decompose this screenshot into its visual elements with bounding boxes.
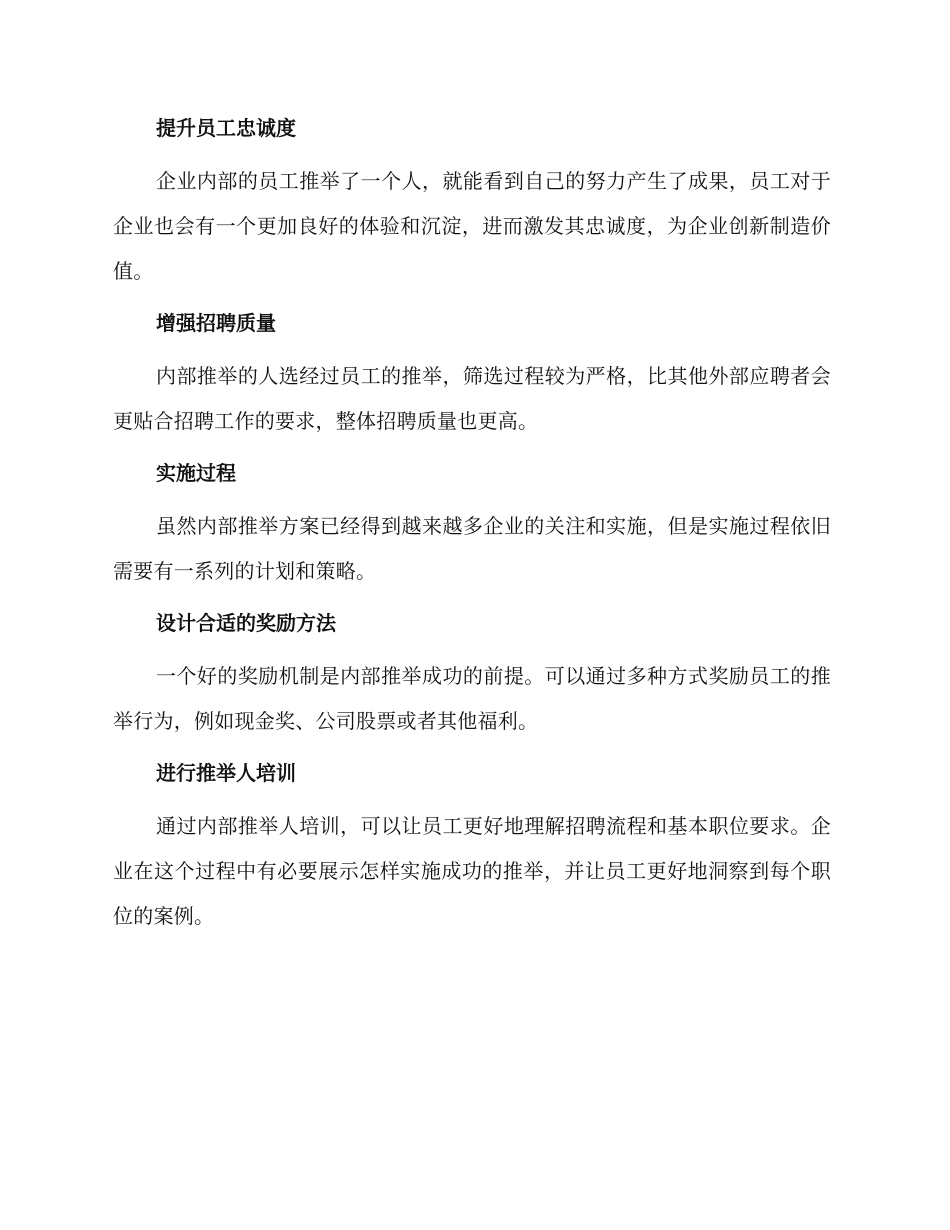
section-heading: 实施过程 [156, 461, 236, 485]
section-referrer-training [113, 755, 831, 939]
section-implementation [113, 455, 831, 594]
section-recruit-quality [113, 305, 831, 444]
section-paragraph: 一个好的奖励机制是内部推举成功的前提。可以通过多种方式奖励员工的推举行为，例如现金奖、公司股票或者其他福利。 [113, 664, 831, 733]
section-heading: 设计合适的奖励方法 [156, 611, 336, 635]
section-loyalty [113, 110, 831, 294]
section-paragraph: 企业内部的员工推举了一个人，就能看到自己的努力产生了成果，员工对于企业也会有一个更加良好的体验和沉淀，进而激发其忠诚度，为企业创新制造价值。 [113, 169, 831, 283]
section-paragraph: 虽然内部推举方案已经得到越来越多企业的关注和实施，但是实施过程依旧需要有一系列的计划和策略。 [113, 514, 831, 583]
section-heading: 增强招聘质量 [156, 311, 276, 335]
section-reward-design [113, 605, 831, 744]
section-heading: 进行推举人培训 [156, 761, 296, 785]
section-paragraph: 内部推举的人选经过员工的推举，筛选过程较为严格，比其他外部应聘者会更贴合招聘工作的要求，整体招聘质量也更高。 [113, 364, 831, 433]
document-page [113, 110, 831, 950]
section-paragraph: 通过内部推举人培训，可以让员工更好地理解招聘流程和基本职位要求。企业在这个过程中有必要展示怎样实施成功的推举，并让员工更好地洞察到每个职位的案例。 [113, 814, 831, 928]
section-heading: 提升员工忠诚度 [156, 116, 296, 140]
